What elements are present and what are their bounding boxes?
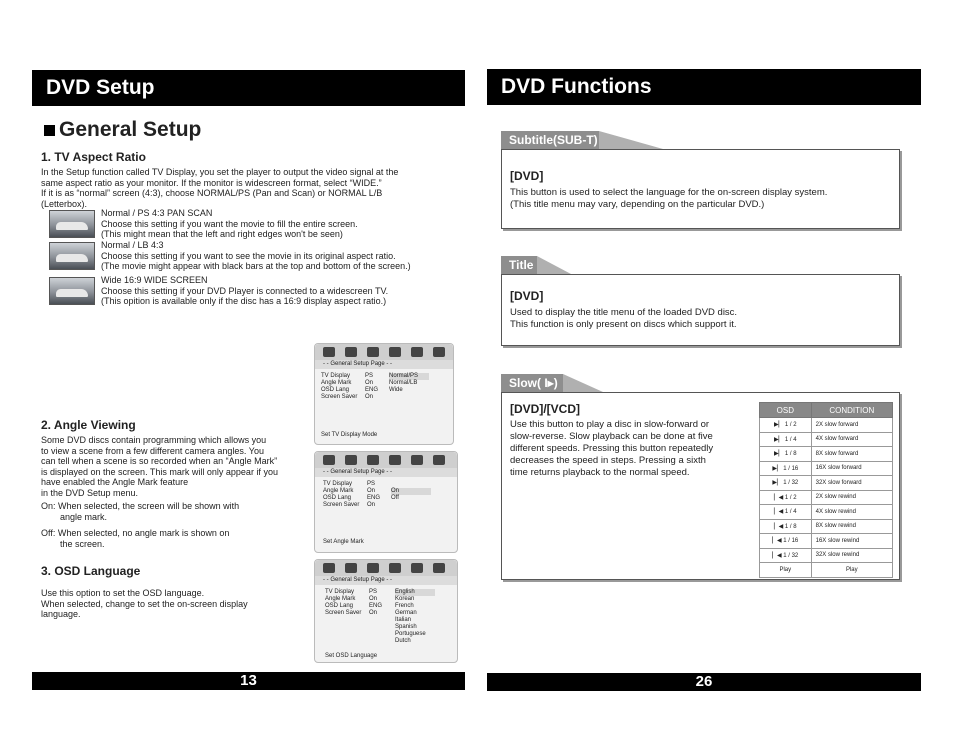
table-row — [760, 490, 893, 505]
angle-off-line: Off: When selected, no angle mark is shown on — [41, 528, 230, 538]
speaker-icon — [345, 347, 357, 357]
setup-menu-screenshot — [314, 451, 458, 553]
slow-text — [510, 419, 713, 479]
slow-box — [501, 392, 900, 580]
condition-cell: 32X slow forward — [811, 476, 892, 491]
table-row — [760, 563, 893, 578]
menu-option: Portuguese — [395, 631, 426, 637]
tv-aspect-intro-line: In the Setup function called TV Display, you set the player to output the video signal at the — [41, 167, 399, 177]
menu-icon-bar — [315, 344, 453, 360]
aspect-option — [101, 208, 358, 240]
menu-option: Korean — [395, 596, 415, 602]
lock-icon — [411, 347, 423, 357]
slow-tab-label: Slow( I▸) — [501, 374, 563, 392]
subtitle-heading: [DVD] — [510, 169, 544, 183]
menu-label: OSD Lang — [325, 603, 354, 609]
osd-value: 1 / 32 — [783, 552, 799, 559]
angle-viewing-text — [41, 435, 311, 498]
slow-text-line: decreases the speed in steps. Pressing a sixth — [510, 455, 706, 466]
aspect-option-text: (The movie might appear with black bars at the top and bottom of the screen.) — [101, 261, 411, 271]
car-thumbnail-image — [49, 277, 95, 305]
angle-text-line: to view a scene from a few different camera angles. You — [41, 445, 264, 456]
menu-labels — [325, 589, 361, 617]
menu-footer: Set Angle Mark — [323, 539, 364, 545]
menu-option: French — [395, 603, 414, 609]
osd-cell: ▏◀︎ 1 / 16 — [760, 534, 812, 549]
menu-options — [391, 488, 431, 502]
right-page-header: DVD Functions — [487, 69, 921, 105]
menu-label: Screen Saver — [321, 394, 358, 400]
table-row — [760, 418, 893, 433]
subtitle-text — [510, 187, 827, 211]
table-row — [760, 461, 893, 476]
tv-aspect-intro-line: If it is as “normal” screen (4:3), choose NORMAL/PS (Pan and Scan) or NORMAL L/B — [41, 188, 383, 198]
table-row — [760, 505, 893, 520]
menu-option: Spanish — [395, 624, 417, 630]
disc-icon — [367, 563, 379, 573]
aspect-option-text: (This opition is available only if the disc has a 16:9 display aspect ratio.) — [101, 296, 387, 306]
menu-label: Angle Mark — [323, 488, 354, 494]
osd-value: 1 / 4 — [784, 436, 797, 443]
table-row — [760, 534, 893, 549]
left-page-number: 13 — [32, 672, 465, 690]
aspect-option-title: Normal / PS 4:3 PAN SCAN — [101, 208, 213, 218]
condition-cell: 16X slow forward — [811, 461, 892, 476]
angle-text-line: Some DVD discs contain programming which allows you — [41, 435, 267, 445]
menu-title-bar: - - General Setup Page - - — [315, 576, 457, 585]
osd-cell: ▶︎▏ 1 / 4 — [760, 432, 812, 447]
angle-on-line: On: When selected, the screen will be shown with — [41, 501, 240, 511]
menu-label: OSD Lang — [323, 495, 352, 501]
title-tab — [501, 256, 571, 274]
tv-icon — [323, 455, 335, 465]
aspect-option-text: (This might mean that the left and right edges won't be seen) — [101, 229, 343, 239]
menu-value: PS — [367, 481, 376, 487]
tv-aspect-intro-line: (Letterbox). — [41, 198, 88, 209]
osd-cell: ▏◀︎ 1 / 32 — [760, 548, 812, 563]
section-title-text: General Setup — [59, 118, 202, 141]
condition-cell: 4X slow forward — [811, 432, 892, 447]
menu-option: Italian — [395, 617, 412, 623]
osd-cell: ▏◀︎ 1 / 4 — [760, 505, 812, 520]
right-page-number: 26 — [487, 673, 921, 691]
menu-option: Normal/PS — [389, 373, 429, 380]
disc-icon — [367, 347, 379, 357]
close-icon — [433, 347, 445, 357]
title-text-line: Used to display the title menu of the loaded DVD disc. — [510, 307, 738, 318]
menu-label: OSD Lang — [321, 387, 350, 393]
subtitle-text-line: This button is used to select the language for the on-screen display system. — [510, 187, 828, 198]
tv-aspect-intro — [41, 167, 461, 209]
osd-text-line: When selected, change to set the on-screen display — [41, 598, 248, 609]
menu-values — [369, 589, 382, 617]
osd-value: 1 / 8 — [784, 523, 797, 530]
slow-speed-table — [759, 402, 893, 578]
menu-value: PS — [365, 373, 374, 379]
square-bullet-icon — [44, 125, 55, 136]
table-row — [760, 432, 893, 447]
table-header: CONDITION — [811, 403, 892, 418]
menu-values — [365, 373, 378, 401]
lock-icon — [411, 563, 423, 573]
menu-value: ENG — [367, 495, 381, 501]
car-thumbnail-image — [49, 210, 95, 238]
menu-label: TV Display — [323, 481, 353, 487]
table-row — [760, 548, 893, 563]
angle-on-line: angle mark. — [60, 511, 108, 522]
osd-text-line: Use this option to set the OSD language. — [41, 588, 205, 598]
setup-menu-screenshot — [314, 559, 458, 663]
condition-cell: 4X slow rewind — [811, 505, 892, 520]
settings-icon — [389, 347, 401, 357]
menu-value: On — [365, 394, 374, 400]
osd-cell: ▶︎▏ 1 / 2 — [760, 418, 812, 433]
menu-option: Normal/LB — [389, 380, 418, 386]
aspect-option — [101, 240, 411, 272]
subtitle-box — [501, 149, 900, 229]
slow-tab — [501, 374, 603, 392]
osd-value: 1 / 32 — [783, 480, 799, 487]
menu-label: Screen Saver — [325, 610, 362, 616]
tab-corner — [563, 374, 603, 392]
condition-cell: 2X slow forward — [811, 418, 892, 433]
menu-footer: Set OSD Language — [325, 653, 378, 659]
slow-text-line: different speeds. Pressing this button repeatedly — [510, 443, 714, 454]
table-row — [760, 476, 893, 491]
slow-text-line: Use this button to play a disc in slow-forward or — [510, 419, 710, 430]
title-box — [501, 274, 900, 346]
menu-option: English — [395, 589, 435, 596]
title-tab-label: Title — [501, 256, 537, 274]
slow-text-line: time returns playback to the normal speed. — [510, 467, 690, 478]
close-icon — [433, 563, 445, 573]
menu-value: On — [369, 596, 378, 602]
osd-value: 1 / 8 — [784, 451, 797, 458]
menu-option: Off — [391, 495, 399, 501]
tv-aspect-intro-line: same aspect ratio as your monitor. If the monitor is widescreen format, select “WIDE.” — [41, 177, 382, 188]
speaker-icon — [345, 455, 357, 465]
menu-values — [367, 481, 380, 509]
menu-label: Angle Mark — [325, 596, 356, 602]
menu-footer: Set TV Display Mode — [321, 432, 378, 438]
table-header-row — [760, 403, 893, 418]
table-header: OSD — [760, 403, 812, 418]
tv-aspect-heading: 1. TV Aspect Ratio — [41, 150, 146, 164]
menu-value: PS — [369, 589, 378, 595]
close-icon — [433, 455, 445, 465]
speaker-icon — [345, 563, 357, 573]
osd-value: 1 / 16 — [783, 538, 799, 545]
condition-cell: 32X slow rewind — [811, 548, 892, 563]
menu-options — [395, 589, 435, 645]
osd-value: 1 / 16 — [783, 465, 799, 472]
table-row — [760, 519, 893, 534]
menu-option: Dutch — [395, 638, 411, 644]
menu-labels — [321, 373, 357, 401]
tab-corner — [537, 256, 571, 274]
angle-off-text — [41, 528, 229, 549]
menu-labels — [323, 481, 359, 509]
osd-value: 1 / 2 — [784, 494, 797, 501]
angle-text-line: is displayed on the screen. This mark will only appear if you — [41, 466, 278, 477]
title-heading: [DVD] — [510, 289, 544, 303]
osd-cell: ▶︎▏ 1 / 16 — [760, 461, 812, 476]
menu-value: ENG — [365, 387, 379, 393]
osd-value: 1 / 2 — [784, 422, 797, 429]
tv-icon — [323, 347, 335, 357]
osd-cell: ▏◀︎ 1 / 8 — [760, 519, 812, 534]
aspect-option-text: Choose this setting if you want to see the movie in its original aspect ratio. — [101, 250, 396, 261]
osd-value: 1 / 4 — [784, 509, 797, 516]
subtitle-tab-label: Subtitle(SUB-T) — [501, 131, 599, 149]
osd-language-heading: 3. OSD Language — [41, 564, 141, 578]
condition-cell: 16X slow rewind — [811, 534, 892, 549]
menu-value: ENG — [369, 603, 383, 609]
settings-icon — [389, 455, 401, 465]
aspect-option-text: Choose this setting if you want the movie to fill the entire screen. — [101, 218, 358, 229]
condition-cell: 8X slow forward — [811, 447, 892, 462]
condition-cell: Play — [811, 563, 892, 578]
menu-title-bar: - - General Setup Page - - — [315, 360, 453, 369]
table-row — [760, 447, 893, 462]
tab-corner — [599, 131, 663, 149]
angle-viewing-heading: 2. Angle Viewing — [41, 418, 136, 432]
slow-text-line: slow-reverse. Slow playback can be done at five — [510, 431, 713, 442]
aspect-option — [101, 275, 388, 307]
menu-value: On — [367, 502, 376, 508]
menu-label: Screen Saver — [323, 502, 360, 508]
osd-text-line: language. — [41, 609, 81, 619]
menu-label: TV Display — [325, 589, 355, 595]
osd-cell: ▏◀︎ 1 / 2 — [760, 490, 812, 505]
osd-cell: ▶︎▏ 1 / 8 — [760, 447, 812, 462]
angle-text-line: can tell when a scene is so recorded when an “Angle Mark” — [41, 456, 278, 466]
lock-icon — [411, 455, 423, 465]
title-text-line: This function is only present on discs which support it. — [510, 319, 737, 330]
aspect-option-title: Normal / LB 4:3 — [101, 240, 164, 250]
angle-off-line: the screen. — [60, 538, 105, 549]
angle-text-line: have enabled the Angle Mark feature — [41, 477, 189, 487]
slow-heading: [DVD]/[VCD] — [510, 402, 580, 416]
aspect-option-text: Choose this setting if your DVD Player is connected to a widescreen TV. — [101, 285, 389, 296]
title-text — [510, 307, 737, 331]
menu-value: On — [369, 610, 378, 616]
settings-icon — [389, 563, 401, 573]
tv-icon — [323, 563, 335, 573]
angle-on-text — [41, 501, 239, 522]
section-title — [44, 118, 201, 142]
menu-value: On — [365, 380, 374, 386]
osd-cell: Play — [760, 563, 812, 578]
menu-value: On — [367, 488, 376, 494]
menu-icon-bar — [315, 452, 457, 468]
osd-language-text — [41, 588, 248, 620]
disc-icon — [367, 455, 379, 465]
menu-title-bar: - - General Setup Page - - — [315, 468, 457, 477]
menu-icon-bar — [315, 560, 457, 576]
menu-label: TV Display — [321, 373, 351, 379]
aspect-option-title: Wide 16:9 WIDE SCREEN — [101, 275, 208, 285]
left-page-header: DVD Setup — [32, 70, 465, 106]
angle-text-line: in the DVD Setup menu. — [41, 487, 139, 498]
subtitle-text-line: (This title menu may vary, depending on the particular DVD.) — [510, 199, 765, 210]
setup-menu-screenshot — [314, 343, 454, 445]
menu-option: Wide — [389, 387, 403, 393]
menu-label: Angle Mark — [321, 380, 352, 386]
menu-option: On — [391, 488, 431, 495]
subtitle-tab — [501, 131, 663, 149]
menu-option: German — [395, 610, 417, 616]
condition-cell: 2X slow rewind — [811, 490, 892, 505]
osd-cell: ▶︎▏ 1 / 32 — [760, 476, 812, 491]
condition-cell: 8X slow rewind — [811, 519, 892, 534]
menu-options — [389, 373, 429, 394]
car-thumbnail-image — [49, 242, 95, 270]
